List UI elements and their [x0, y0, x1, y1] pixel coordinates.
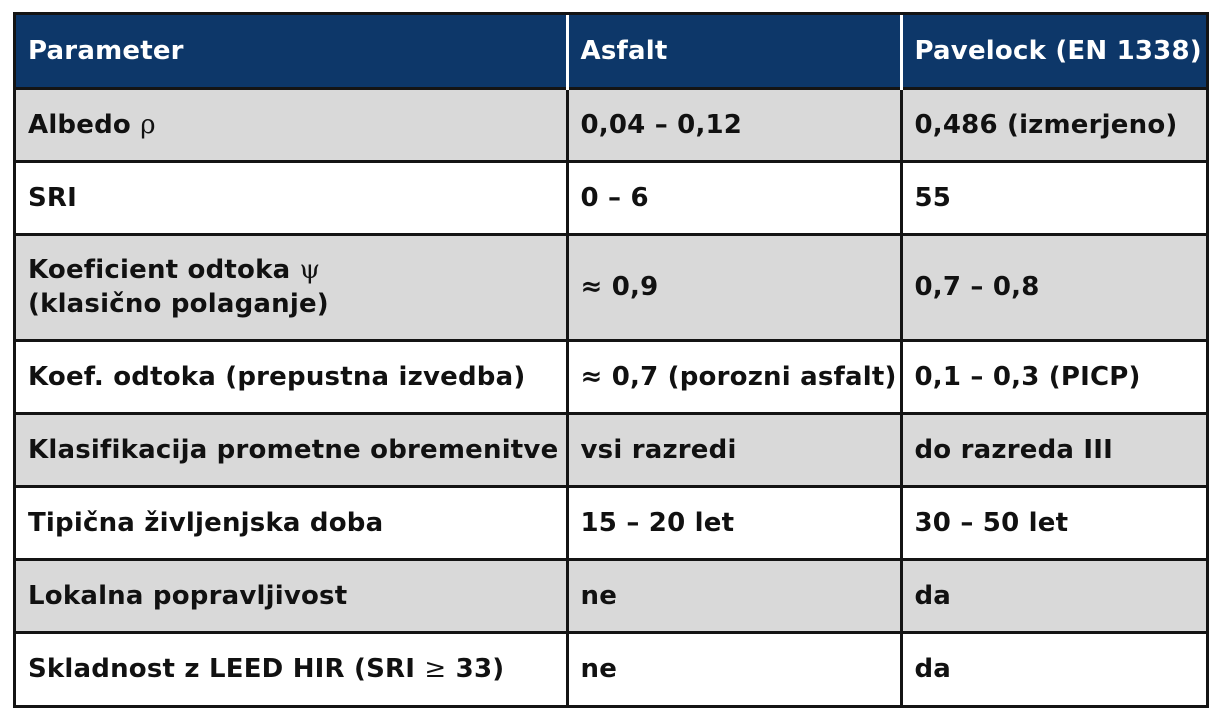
- table-row: [16, 632, 1206, 705]
- comparison-table-frame: [13, 12, 1209, 708]
- table-row: [16, 161, 1206, 234]
- cell-asfalt: ≈ 0,9: [567, 234, 901, 340]
- cell-asfalt: ≈ 0,7 (porozni asfalt): [567, 340, 901, 413]
- header-pavelock: Pavelock (EN 1338): [901, 15, 1206, 88]
- cell-parameter: [16, 234, 567, 340]
- cell-asfalt: 0,04 – 0,12: [567, 88, 901, 161]
- cell-parameter: Koef. odtoka (prepustna izvedba): [16, 340, 567, 413]
- table-row: [16, 88, 1206, 161]
- parameter-label: Albedo: [28, 109, 131, 140]
- rho-symbol: ρ: [140, 109, 156, 140]
- cell-pavelock: 55: [901, 161, 1206, 234]
- cell-pavelock: da: [901, 632, 1206, 705]
- table-row: [16, 234, 1206, 340]
- cell-parameter: Tipična življenjska doba: [16, 486, 567, 559]
- header-parameter: Parameter: [16, 15, 567, 88]
- cell-asfalt: 0 – 6: [567, 161, 901, 234]
- cell-pavelock: 0,1 – 0,3 (PICP): [901, 340, 1206, 413]
- psi-symbol: ψ: [299, 255, 321, 285]
- cell-parameter: Lokalna popravljivost: [16, 559, 567, 632]
- cell-pavelock: 30 – 50 let: [901, 486, 1206, 559]
- table-row: [16, 413, 1206, 486]
- geq-symbol: ≥: [424, 654, 447, 685]
- parameter-label: Skladnost z LEED HIR (SRI: [28, 654, 416, 685]
- cell-pavelock: 0,7 – 0,8: [901, 234, 1206, 340]
- cell-pavelock: 0,486 (izmerjeno): [901, 88, 1206, 161]
- header-asfalt: Asfalt: [567, 15, 901, 88]
- cell-parameter: [16, 632, 567, 705]
- comparison-table: [16, 15, 1206, 705]
- cell-parameter: Klasifikacija prometne obremenitve: [16, 413, 567, 486]
- cell-pavelock: do razreda III: [901, 413, 1206, 486]
- parameter-line-2: (klasično polaganje): [28, 289, 329, 319]
- table-row: [16, 486, 1206, 559]
- table-header-row: [16, 15, 1206, 88]
- parameter-label: Koeficient odtoka: [28, 255, 291, 285]
- cell-pavelock: da: [901, 559, 1206, 632]
- parameter-line-1: [28, 253, 566, 287]
- cell-parameter: SRI: [16, 161, 567, 234]
- cell-asfalt: 15 – 20 let: [567, 486, 901, 559]
- cell-parameter: [16, 88, 567, 161]
- cell-asfalt: ne: [567, 632, 901, 705]
- cell-asfalt: vsi razredi: [567, 413, 901, 486]
- table-row: [16, 559, 1206, 632]
- table-row: [16, 340, 1206, 413]
- cell-asfalt: ne: [567, 559, 901, 632]
- parameter-suffix: 33): [455, 654, 505, 685]
